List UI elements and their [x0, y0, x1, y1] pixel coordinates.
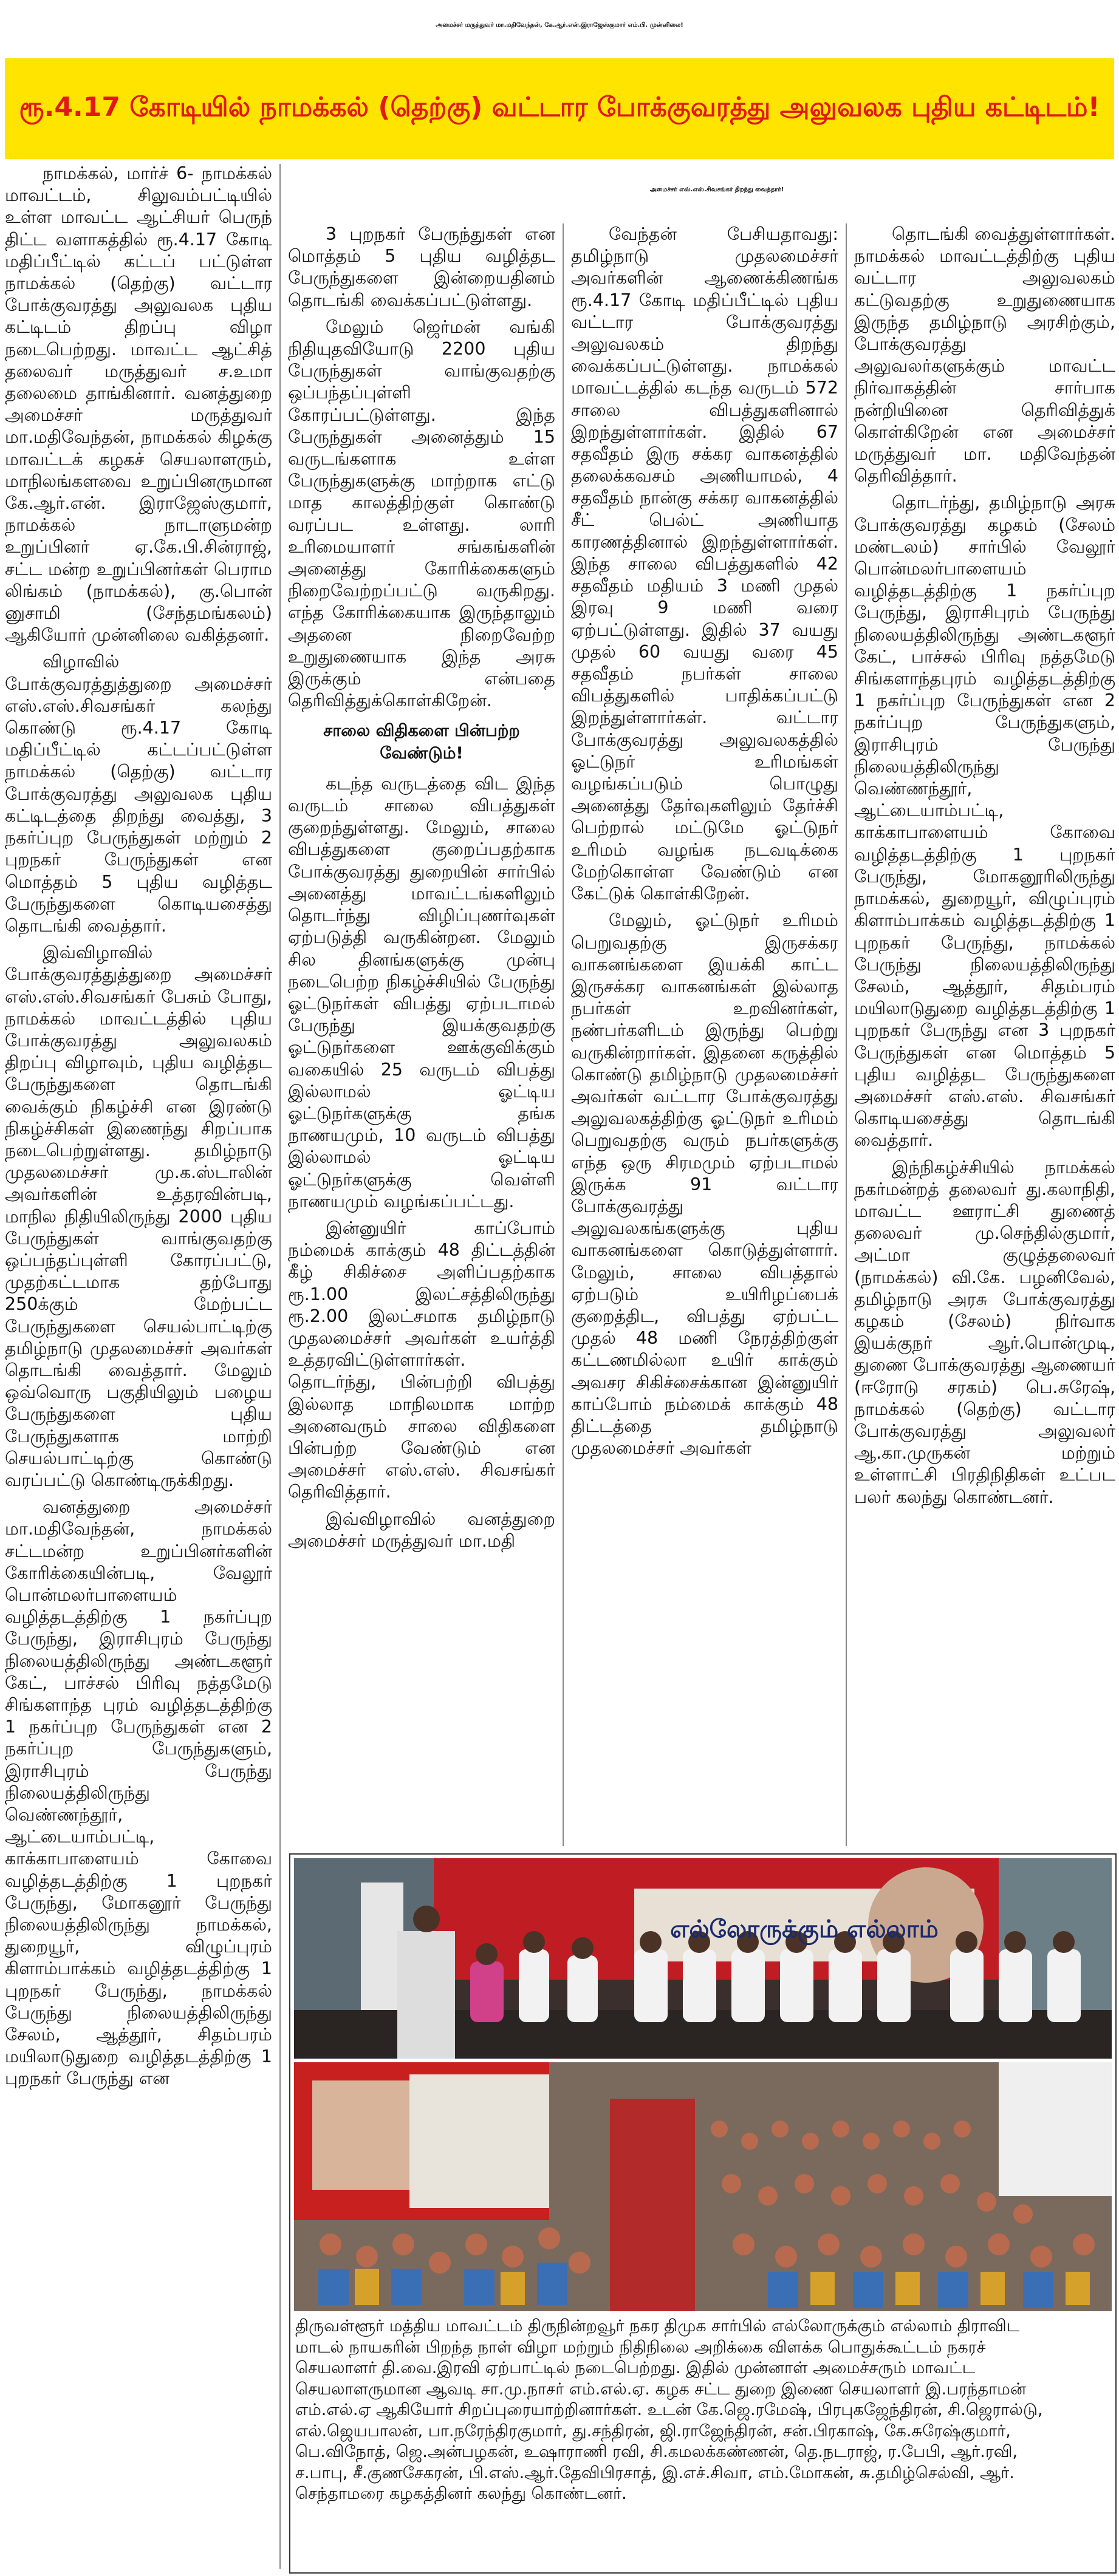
- paragraph: வனத்துறை அமைச்சர் மா.மதிவேந்தன், நாமக்கல் சட்டமன்ற உறுப்பினர்களின் கோரிக்கையின்படி, வேலூர் பொன்மலர்பாளையம் வழித்தடத்திற்கு 1 நகர்ப்புற பேருந்து, இராசிபுரம் பேருந்து நிலையத்திலிருந்து அண்டகளூர் கேட், பாச்சல் பிரிவு நத்தமேடு சிங்களாந்த புரம் வழித்தடத்திற்கு 1 நகர்ப்புற பேருந்துகள் என 2 நகர்ப்புற பேருந்துகளும், இராசிபுரம் பேருந்து நிலையத்திலிருந்து வெண்ணந்தூர், ஆட்டையாம்பட்டி, காக்காபாளையம் கோவை வழித்தடத்திற்கு 1 புறநகர் பேருந்து, மோகனூர் பேருந்து நிலையத்திலிருந்து நாமக்கல், துறையூர், விழுப்புரம் கிளாம்பாக்கம் வழித்தடத்திற்கு 1 புறநகர் பேருந்து, நாமக்கல் பேருந்து நிலையத்திலிருந்து சேலம், ஆத்தூர், சிதம்பரம் மயிலாடுதுறை வழித்தடத்திற்கு 1 புறநகர் பேருந்து என: [5, 1497, 272, 2089]
- article-column-2: [288, 223, 555, 1846]
- article-column-4: [854, 223, 1115, 1846]
- headline-bar: [5, 58, 1114, 159]
- caption-line: மாடல் நாயகரின் பிறந்த நாள் விழா மற்றும் நிதிநிலை அறிக்கை விளக்க பொதுக்கூட்டம் நகரச்: [295, 2337, 986, 2357]
- caption-line: பெ.விநோத், ஜெ.அன்பழகன், உஷாராணி ரவி, சி.கமலக்கண்ணன், தெ.நடராஜ், ர.பேபி, ஆர்.ரவி,: [295, 2442, 1018, 2461]
- column-divider: [279, 164, 281, 2569]
- paragraph: கடந்த வருடத்தை விட இந்த வருடம் சாலை விபத்துகள் குறைந்துள்ளது. மேலும், சாலை விபத்துகளை குறைப்பதற்காக போக்குவரத்து துறையின் சார்பில் அனைத்து மாவட்டங்களிலும் தொடர்ந்து விழிப்புணர்வுகள் ஏற்படுத்தி வருகின்றன. மேலும் சில தினங்களுக்கு முன்பு நடைபெற்ற நிகழ்ச்சியில் பேருந்து ஓட்டுநர்கள் விபத்து ஏற்படாமல் பேருந்து இயக்குவதற்கு ஓட்டுநர்களை ஊக்குவிக்கும் வகையில் 25 வருடம் விபத்து இல்லாமல் ஓட்டிய ஓட்டுநர்களுக்கு தங்க நாணயமும், 10 வருடம் விபத்து இல்லாமல் ஓட்டிய ஓட்டுநர்களுக்கு வெள்ளி நாணயமும் வழங்கப்பட்டது.: [288, 773, 555, 1211]
- crowd-photo: [294, 2062, 1112, 2311]
- caption-line: ச.பாபு, சீ.குணசேகரன், பி.எஸ்.ஆர்.தேவிபிரசாத், இ.எச்.சிவா, எம்.மோகன், சு.தமிழ்செல்வி, ஆர்.: [295, 2463, 1015, 2482]
- column-divider: [846, 223, 847, 1846]
- caption-line: எல்.ஜெயபாலன், பா.நரேந்திரகுமார், து.சந்திரன், ஜி.ராஜேந்திரன், சன்.பிரகாஷ், கே.சுரேஷ்குமார்,: [295, 2421, 1011, 2441]
- caption-line: செயலாளருமான ஆவடி சா.மு.நாசர் எம்.எல்.ஏ. கழக சட்ட துறை இணை செயலாளர் இ.பரந்தாமன்: [295, 2379, 1027, 2399]
- photo-box: [289, 1853, 1117, 2574]
- headline: ரூ.4.17 கோடியில் நாமக்கல் (தெற்கு) வட்டார போக்குவரத்து அலுவலக புதிய கட்டிடம்!: [19, 91, 1100, 123]
- banner-text: எல்லோருக்கும் எல்லாம்: [670, 1915, 939, 1943]
- paragraph: விழாவில் போக்குவரத்துத்துறை அமைச்சர் எஸ்.எஸ்.சிவசங்கர் கலந்து கொண்டு ரூ.4.17 கோடி மதிப்பீட்டில் கட்டப்பட்டுள்ள நாமக்கல் (தெற்கு) வட்டார போக்குவரத்து அலுவலக புதிய கட்டிடத்தை திறந்து வைத்து, 3 நகர்ப்புற பேருந்துகள் மற்றும் 2 புறநகர் பேருந்துகள் என மொத்தம் 5 புதிய வழித்தட பேருந்துகளை கொடியசைத்து தொடங்கி வைத்தார்.: [5, 652, 272, 936]
- paragraph: மேலும், ஓட்டுநர் உரிமம் பெறுவதற்கு இருசக்கர வாகனங்களை இயக்கி காட்ட இருசக்கர வாகனங்கள் இல்லாத நபர்கள் உறவினர்கள், நண்பர்களிடம் இருந்து பெற்று வருகின்றார்கள். இதனை கருத்தில் கொண்டு தமிழ்நாடு முதலமைச்சர் அவர்கள் வட்டார போக்குவரத்து அலுவலகத்திற்கு ஓட்டுநர் உரிமம் பெறுவதற்கு வரும் நபர்களுக்கு எந்த ஒரு சிரமமும் ஏற்படாமல் இருக்க 91 வட்டார போக்குவரத்து அலுவலகங்களுக்கு புதிய வாகனங்களை கொடுத்துள்ளார். மேலும், சாலை விபத்தால் ஏற்படும் உயிரிழப்பைக் குறைத்திட, விபத்து ஏற்பட்ட முதல் 48 மணி நேரத்திற்குள் கட்டணமில்லா உயிர் காக்கும் அவசர சிகிச்சைக்கான இன்னுயிர் காப்போம் நம்மைக் காக்கும் 48 திட்டத்தை தமிழ்நாடு முதலமைச்சர் அவர்கள்: [571, 910, 838, 1459]
- caption-line: திருவள்ளூர் மத்திய மாவட்டம் திருநின்றவூர் நகர திமுக சார்பில் எல்லோருக்கும் எல்லாம் திராவிட: [295, 2317, 1020, 2336]
- event-stage-photo: [294, 1858, 1112, 2059]
- photo-caption: [295, 2316, 1113, 2571]
- paragraph: மேலும் ஜெர்மன் வங்கி நிதியுதவியோடு 2200 புதிய பேருந்துகள் வாங்குவதற்கு ஒப்பந்தப்புள்ளி கோரப்பட்டுள்ளது. இந்த பேருந்துகள் அனைத்தும் 15 வருடங்களாக உள்ள பேருந்துகளுக்கு மாற்றாக எட்டு மாத காலத்திற்குள் கொண்டு வரப்பட உள்ளது. லாரி உரிமையாளர் சங்கங்களின் அனைத்து கோரிக்கைகளும் நிறைவேற்றப்பட்டு வருகிறது. எந்த கோரிக்கையாக இருந்தாலும் அதனை நிறைவேற்ற உறுதுணையாக இந்த அரசு இருக்கும் என்பதை தெரிவித்துக்கொள்கிறேன்.: [288, 316, 555, 711]
- article-column-1: [5, 163, 272, 2571]
- paragraph: 3 புறநகர் பேருந்துகள் என மொத்தம் 5 புதிய வழித்தட பேருந்துகளை இன்றையதினம் தொடங்கி வைக்கப்பட்டுள்ளது.: [288, 224, 555, 310]
- paragraph: தொடர்ந்து, தமிழ்நாடு அரசு போக்குவரத்து கழகம் (சேலம் மண்டலம்) சார்பில் வேலூர் பொன்மலர்பாளையம் வழித்தடத்திற்கு 1 நகர்ப்புற பேருந்து, இராசிபுரம் பேருந்து நிலையத்திலிருந்து அண்டகளூர் கேட், பாச்சல் பிரிவு நத்தமேடு சிங்களாந்தபுரம் வழித்தடத்திற்கு 1 நகர்ப்புற பேருந்துகள் என 2 நகர்ப்புற பேருந்துகளும், இராசிபுரம் பேருந்து நிலையத்திலிருந்து வெண்ணந்தூர், ஆட்டையாம்பட்டி, காக்காபாளையம் கோவை வழித்தடத்திற்கு 1 புறநகர் பேருந்து, மோகனூரிலிருந்து நாமக்கல், துறையூர், விழுப்புரம் கிளாம்பாக்கம் வழித்தடத்திற்கு 1 புறநகர் பேருந்து, நாமக்கல் பேருந்து நிலையத்திலிருந்து சேலம், ஆத்தூர், சிதம்பரம் மயிலாடுதுறை வழித்தடத்திற்கு 1 புறநகர் பேருந்து என 3 புறநகர் பேருந்துகள் என மொத்தம் 5 புதிய வழித்தட பேருந்துகளை அமைச்சர் எஸ்.எஸ். சிவசங்கர் கொடியசைத்து தொடங்கி வைத்தார்.: [854, 492, 1115, 1151]
- column-divider: [563, 223, 564, 1846]
- section-subheading: சாலை விதிகளை பின்பற்ற வேண்டும்!: [323, 721, 520, 763]
- paragraph: வேந்தன் பேசியதாவது: தமிழ்நாடு முதலமைச்சர் அவர்களின் ஆணைக்கிணங்க ரூ.4.17 கோடி மதிப்பீட்டில் புதிய வட்டார போக்குவரத்து அலுவலகம் திறந்து வைக்கப்பட்டுள்ளது. நாமக்கல் மாவட்டத்தில் கடந்த வருடம் 572 சாலை விபத்துகளினால் இறந்துள்ளார்கள். இதில் 67 சதவீதம் இரு சக்கர வாகனத்தில் தலைக்கவசம் அணியாமல், 4 சதவீதம் நான்கு சக்கர வாகனத்தில் சீட் பெல்ட் அணியாத காரணத்தினால் இறந்துள்ளார்கள். இந்த சாலை விபத்துகளில் 42 சதவீதம் மதியம் 3 மணி முதல் இரவு 9 மணி வரை ஏற்பட்டுள்ளது. இதில் 37 வயது முதல் 60 வயது வரை 45 சதவீதம் நபர்கள் சாலை விபத்துகளில் பாதிக்கப்பட்டு இறந்துள்ளார்கள். வட்டார போக்குவரத்து அலுவலகத்தில் ஓட்டுநர் உரிமங்கள் வழங்கப்படும் பொழுது அனைத்து தேர்வுகளிலும் தேர்ச்சி பெற்றால் மட்டுமே ஓட்டுநர் உரிமம் வழங்க நடவடிக்கை மேற்கொள்ள வேண்டும் என கேட்டுக் கொள்கிறேன்.: [571, 224, 838, 904]
- caption-line: செயலாளர் தி.வை.இரவி ஏற்பாட்டில் நடைபெற்றது. இதில் முன்னாள் அமைச்சரும் மாவட்ட: [295, 2359, 976, 2377]
- caption-line: செந்தாமரை கழகத்தினர் கலந்து கொண்டனர்.: [295, 2484, 627, 2503]
- paragraph: இந்நிகழ்ச்சியில் நாமக்கல் நகர்மன்றத் தலைவர் து.கலாநிதி, மாவட்ட ஊராட்சி துணைத் தலைவர் மு.செந்தில்குமார், அட்மா குழுத்தலைவர் (நாமக்கல்) வி.கே. பழனிவேல், தமிழ்நாடு அரசு போக்குவரத்து கழகம் (சேலம்) நிர்வாக இயக்குநர் ஆர்.பொன்முடி, துணை போக்குவரத்து ஆணையர் (ஈரோடு சரகம்) பெ.சுரேஷ், நாமக்கல் (தெற்கு) வட்டார போக்குவரத்து அலுவலர் ஆ.கா.முருகன் மற்றும் உள்ளாட்சி பிரதிநிதிகள் உட்பட பலர் கலந்து கொண்டனர்.: [854, 1157, 1115, 1507]
- kicker-line: அமைச்சர் மருத்துவர் மா.மதிவேந்தன், கே.ஆர்.என்.இராஜேஸ்குமார் எம்.பி. முன்னிலை!: [436, 22, 683, 29]
- subheadline: அமைச்சர் எஸ்.எஸ்.சிவசங்கர் திறந்து வைத்தார்!: [649, 186, 784, 193]
- paragraph: இன்னுயிர் காப்போம் நம்மைக் காக்கும் 48 திட்டத்தின் கீழ் சிகிச்சை அளிப்பதற்காக ரூ.1.00 இலட்சத்திலிருந்து ரூ.2.00 இலட்சமாக தமிழ்நாடு முதலமைச்சர் அவர்கள் உயர்த்தி உத்தரவிட்டுள்ளார்கள். தொடர்ந்து, பின்பற்றி விபத்து இல்லாத மாநிலமாக மாற்ற அனைவரும் சாலை விதிகளை பின்பற்ற வேண்டும் என அமைச்சர் எஸ்.எஸ். சிவசங்கர் தெரிவித்தார்.: [288, 1218, 555, 1502]
- article-column-3: [571, 223, 838, 1846]
- paragraph: இவ்விழாவில் வனத்துறை அமைச்சர் மருத்துவர் மா.மதி: [288, 1508, 555, 1551]
- paragraph: தொடங்கி வைத்துள்ளார்கள். நாமக்கல் மாவட்டத்திற்கு புதிய வட்டார அலுவலகம் கட்டுவதற்கு உறுதுணையாக இருந்த தமிழ்நாடு அரசிற்கும், போக்குவரத்து அலுவலர்களுக்கும் மாவட்ட நிர்வாகத்தின் சார்பாக நன்றியினை தெரிவித்துக் கொள்கிறேன் என அமைச்சர் மருத்துவர் மா. மதிவேந்தன் தெரிவித்தார்.: [854, 224, 1115, 486]
- caption-line: எம்.எல்.ஏ ஆகியோர் சிறப்புரையாற்றினார்கள். உடன் கே.ஜெ.ரமேஷ், பிரபுகஜேந்திரன், சி.ஜெரால்டு,: [295, 2401, 1043, 2419]
- paragraph: நாமக்கல், மார்ச் 6- நாமக்கல் மாவட்டம், சிலுவம்பட்டியில் உள்ள மாவட்ட ஆட்சியர் பெருந் திட்ட வளாகத்தில் ரூ.4.17 கோடி மதிப்பீட்டில் கட்டப் பட்டுள்ள நாமக்கல் (தெற்கு) வட்டார போக்குவரத்து அலுவலக புதிய கட்டிடம் திறப்பு விழா நடைபெற்றது. மாவட்ட ஆட்சித் தலைவர் மருத்துவர் ச.உமா தலைமை தாங்கினார். வனத்துறை அமைச்சர் மருத்துவர் மா.மதிவேந்தன், நாமக்கல் கிழக்கு மாவட்டக் கழகச் செயலாளரும், மாநிலங்களவை உறுப்பினருமான கே.ஆர்.என். இராஜேஸ்குமார், நாமக்கல் நாடாளுமன்ற உறுப்பினர் ஏ.கே.பி.சின்ராஜ், சட்ட மன்ற உறுப்பினர்கள் பெராம லிங்கம் (நாமக்கல்), கு.பொன் னுசாமி (சேந்தமங்கலம்) ஆகியோர் முன்னிலை வகித்தனர்.: [5, 163, 272, 646]
- paragraph: இவ்விழாவில் போக்குவரத்துத்துறை அமைச்சர் எஸ்.எஸ்.சிவசங்கர் பேசும் போது, நாமக்கல் மாவட்டத்தில் புதிய போக்குவரத்து அலுவலகம் திறப்பு விழாவும், புதிய வழித்தட பேருந்துகளை தொடங்கி வைக்கும் நிகழ்ச்சி என இரண்டு நிகழ்ச்சிகள் இணைந்து சிறப்பாக நடைபெற்றுள்ளது. தமிழ்நாடு முதலமைச்சர் மு.க.ஸ்டாலின் அவர்களின் உத்தரவின்படி, மாநில நிதியிலிருந்து 2000 புதிய பேருந்துகள் வாங்குவதற்கு ஒப்பந்தப்புள்ளி கோரப்பட்டு, முதற்கட்டமாக தற்போது 250க்கும் மேற்பட்ட பேருந்துகளை செயல்பாட்டிற்கு தமிழ்நாடு முதலமைச்சர் அவர்கள் தொடங்கி வைத்தார். மேலும் ஒவ்வொரு பகுதியிலும் பழைய பேருந்துகளை புதிய பேருந்துகளாக மாற்றி செயல்பாட்டிற்கு கொண்டு வரப்பட்டு கொண்டிருக்கிறது.: [5, 942, 272, 1490]
